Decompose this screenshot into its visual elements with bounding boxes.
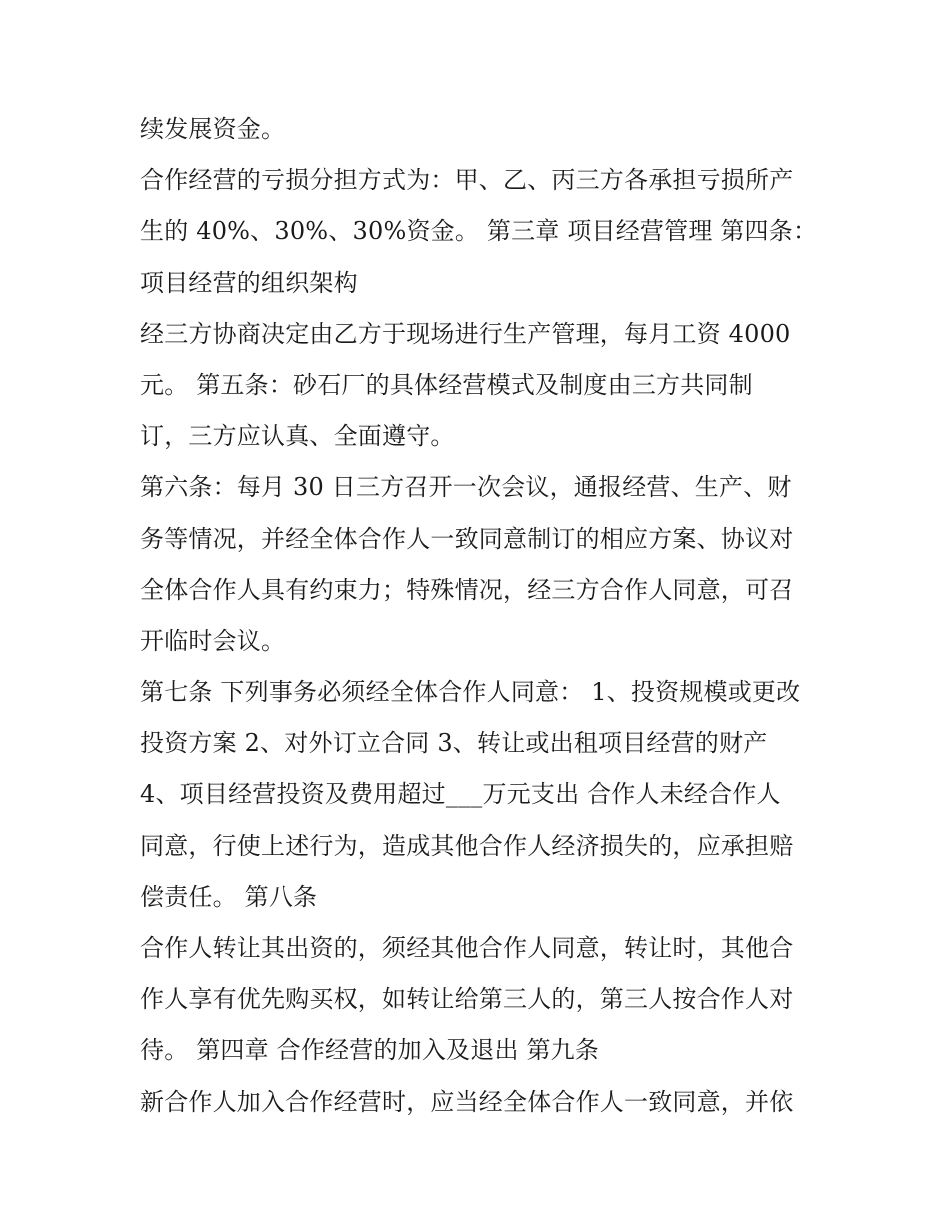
text-line: 元。 第五条：砂石厂的具体经营模式及制度由三方共同制 — [140, 370, 753, 399]
text-line: 生的 40%、30%、30%资金。 第三章 项目经营管理 第四条： — [140, 217, 818, 246]
document-body — [140, 104, 820, 1128]
text-line: 经三方协商决定由乙方于现场进行生产管理，每月工资 4000 — [140, 319, 791, 348]
text-line: 新合作人加入合作经营时，应当经全体合作人一致同意，并依 — [140, 1087, 794, 1116]
text-line: 订，三方应认真、全面遵守。 — [140, 422, 455, 451]
text-line: 4、项目经营投资及费用超过___万元支出 合作人未经合作人 — [140, 780, 781, 809]
text-line: 务等情况，并经全体合作人一致同意制订的相应方案、协议对 — [140, 524, 794, 553]
text-line: 合作经营的亏损分担方式为：甲、乙、丙三方各承担亏损所产 — [140, 166, 794, 195]
text-line: 续发展资金。 — [140, 115, 286, 143]
text-line: 合作人转让其出资的，须经其他合作人同意，转让时，其他合 — [140, 934, 794, 962]
text-line: 投资方案 2、对外订立合同 3、转让或出租项目经营的财产 — [140, 729, 768, 758]
text-line: 第六条：每月 30 日三方召开一次会议，通报经营、生产、财 — [140, 473, 792, 502]
text-line: 开临时会议。 — [140, 626, 286, 655]
text-line: 项目经营的组织架构 — [140, 268, 358, 297]
text-line: 全体合作人具有约束力；特殊情况，经三方合作人同意，可召 — [140, 575, 794, 604]
text-line: 第七条 下列事务必须经全体合作人同意： 1、投资规模或更改 — [140, 678, 801, 707]
text-line: 同意，行使上述行为，造成其他合作人经济损失的，应承担赔 — [140, 831, 794, 860]
text-line: 偿责任。 第八条 — [140, 882, 318, 911]
text-line: 待。 第四章 合作经营的加入及退出 第九条 — [140, 1036, 600, 1065]
text-line: 作人享有优先购买权，如转让给第三人的，第三人按合作人对 — [140, 985, 794, 1014]
